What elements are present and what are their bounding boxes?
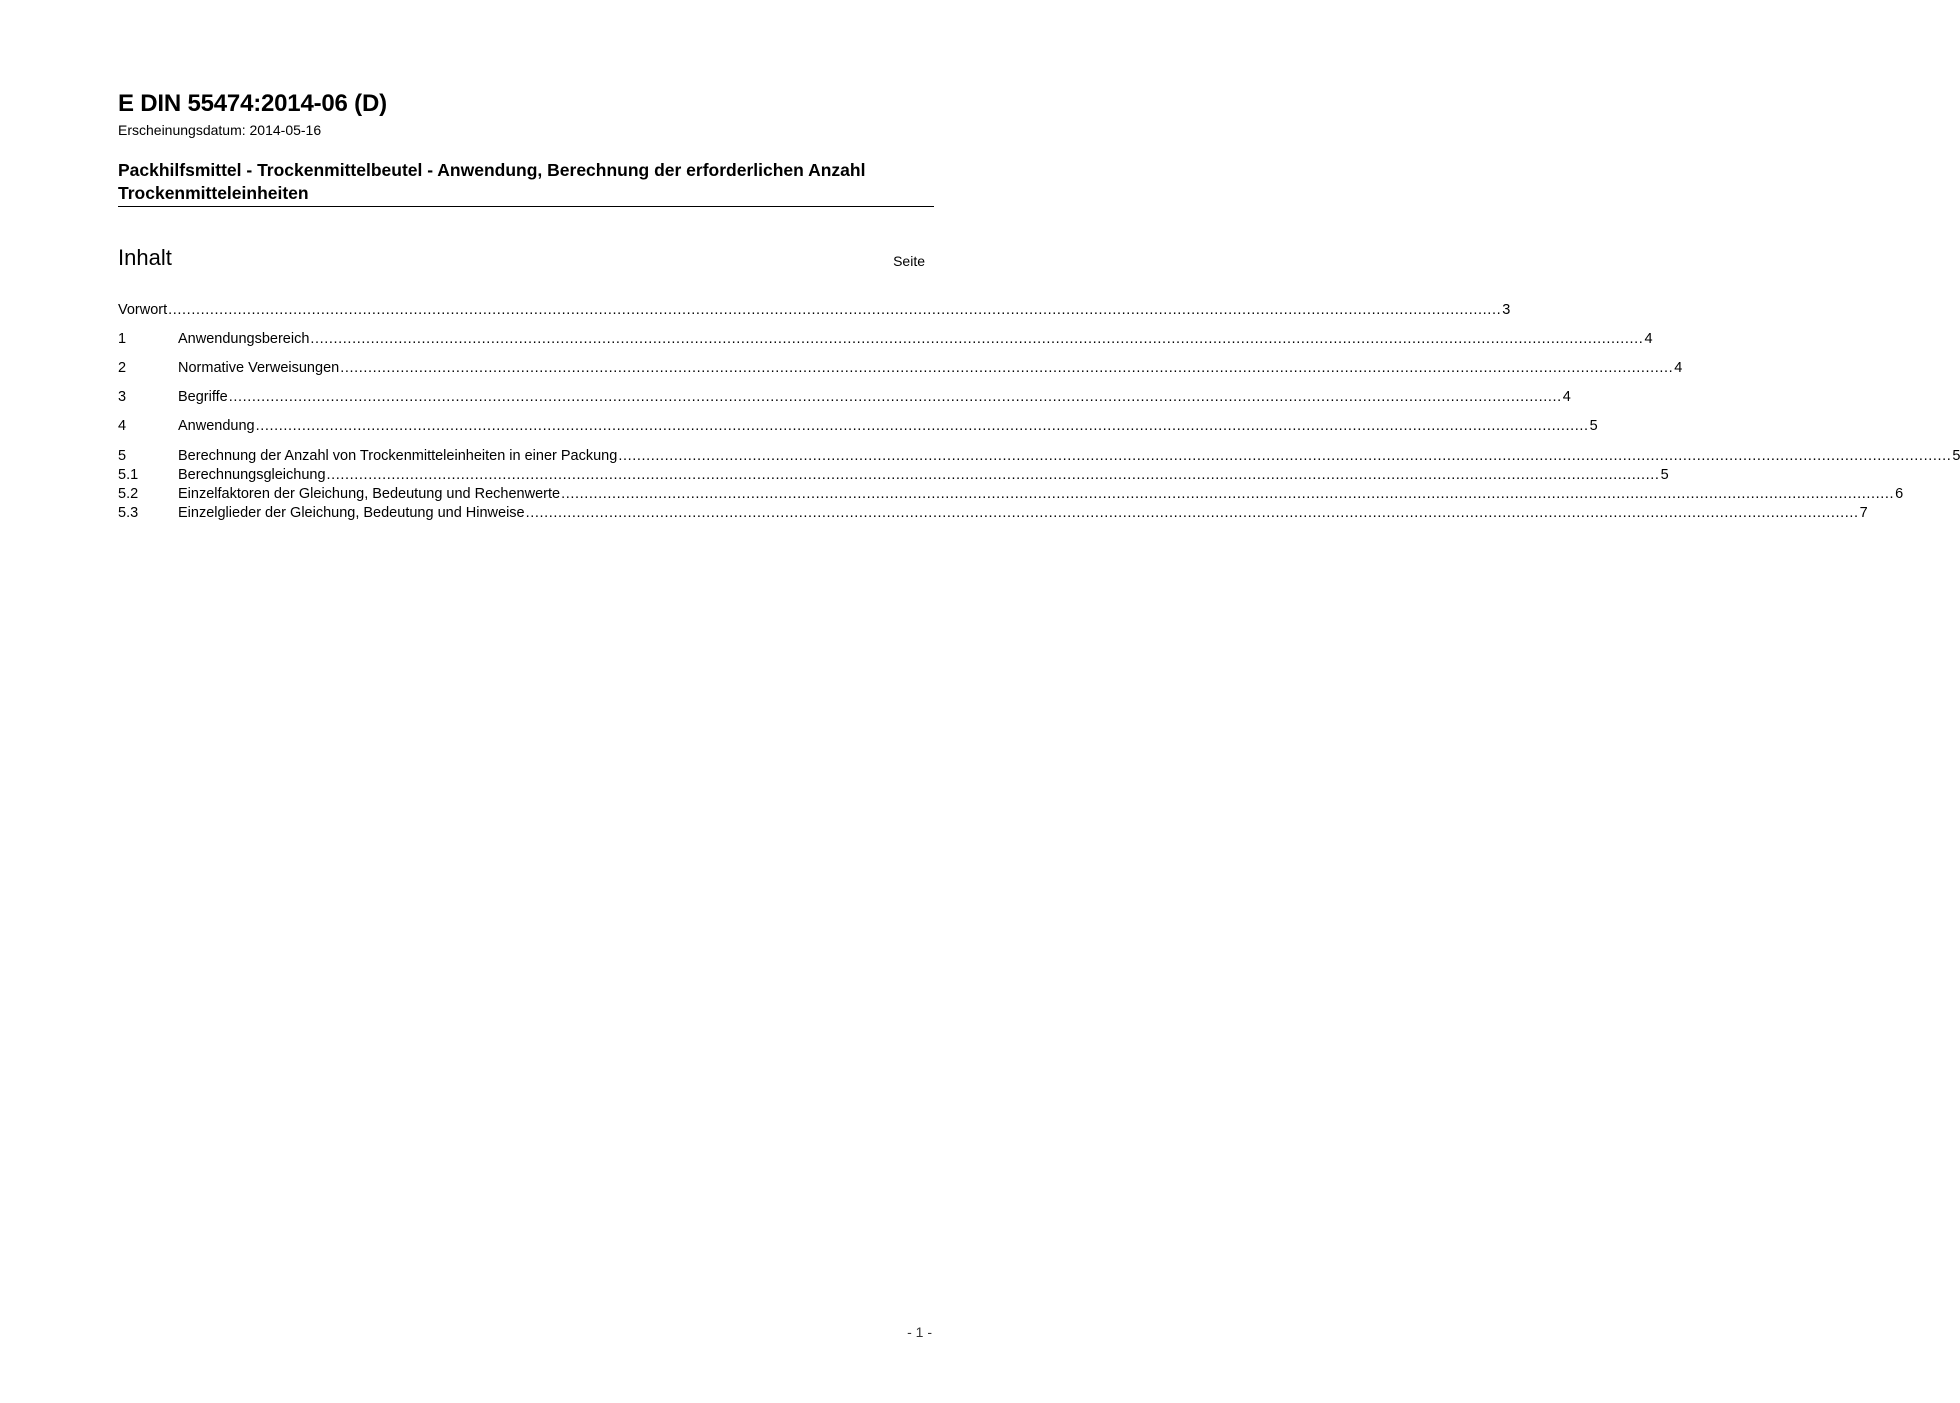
toc-entry-page: 7 [1859,505,1868,521]
document-title: Packhilfsmittel - Trockenmittelbeutel - Anwendung, Berechnung der erforderlichen Anzahl Trockenmitteleinheiten [118,160,866,203]
toc-entry-page: 5 [1952,448,1960,464]
page-number: - 1 - [907,1324,932,1340]
toc-entry-text: Berechnung der Anzahl von Trockenmitteleinheiten in einer Packung [178,448,618,464]
toc-leader-dots [229,388,1562,407]
toc-entry-page: 4 [1644,331,1653,347]
toc-leader-dots [168,301,1501,320]
toc-entry-number: 5.3 [118,505,139,521]
toc-entry-page: 5 [1589,418,1598,434]
publication-date: Erscheinungsdatum: 2014-05-16 [118,122,322,138]
toc-leader-dots [561,485,1894,504]
toc-entry-1[interactable] [118,330,1653,349]
toc-entry-text: Normative Verweisungen [178,360,340,376]
toc-entry-2[interactable] [118,359,1683,378]
toc-entry-number: 5.2 [118,486,139,502]
toc-page-column-label: Seite [893,253,925,269]
toc-entry-5[interactable] [118,447,1960,466]
toc-entry-text: Anwendung [178,418,255,434]
toc-entry-number: 4 [118,418,127,434]
toc-entry-text: Berechnungsgleichung [178,467,326,483]
toc-leader-dots [256,417,1589,436]
toc-entry-number: 5 [118,448,127,464]
toc-entry-page: 6 [1895,486,1904,502]
toc-entry-text: Anwendungsbereich [178,331,310,347]
toc-entry-number: 1 [118,331,127,347]
toc-entry-text: Einzelglieder der Gleichung, Bedeutung und Hinweise [178,505,525,521]
toc-leader-dots [618,447,1951,466]
toc-entry-page: 4 [1562,389,1571,405]
toc-entry-5-3[interactable] [118,504,1868,523]
toc-entry-page: 3 [1502,302,1511,318]
toc-entry-page: 5 [1660,467,1669,483]
toc-leader-dots [526,504,1859,523]
toc-entry-number: 2 [118,360,127,376]
toc-leader-dots [340,359,1673,378]
toc-entry-page: 4 [1674,360,1683,376]
title-divider [118,206,934,207]
toc-entry-3[interactable] [118,388,1571,407]
document-id: E DIN 55474:2014-06 (D) [118,90,387,117]
toc-entry-5-2[interactable] [118,485,1904,504]
toc-entry-text: Begriffe [178,389,228,405]
toc-leader-dots [310,330,1643,349]
toc-entry-5-1[interactable] [118,466,1669,485]
toc-entry-text: Vorwort [118,302,168,318]
toc-entry-number: 3 [118,389,127,405]
toc-leader-dots [327,466,1660,485]
toc-heading: Inhalt [118,245,172,270]
toc-entry-text: Einzelfaktoren der Gleichung, Bedeutung und Rechenwerte [178,486,561,502]
toc-entry-number: 5.1 [118,467,139,483]
toc-entry-4[interactable] [118,417,1598,436]
toc-entry-vorwort[interactable] [118,301,1511,320]
